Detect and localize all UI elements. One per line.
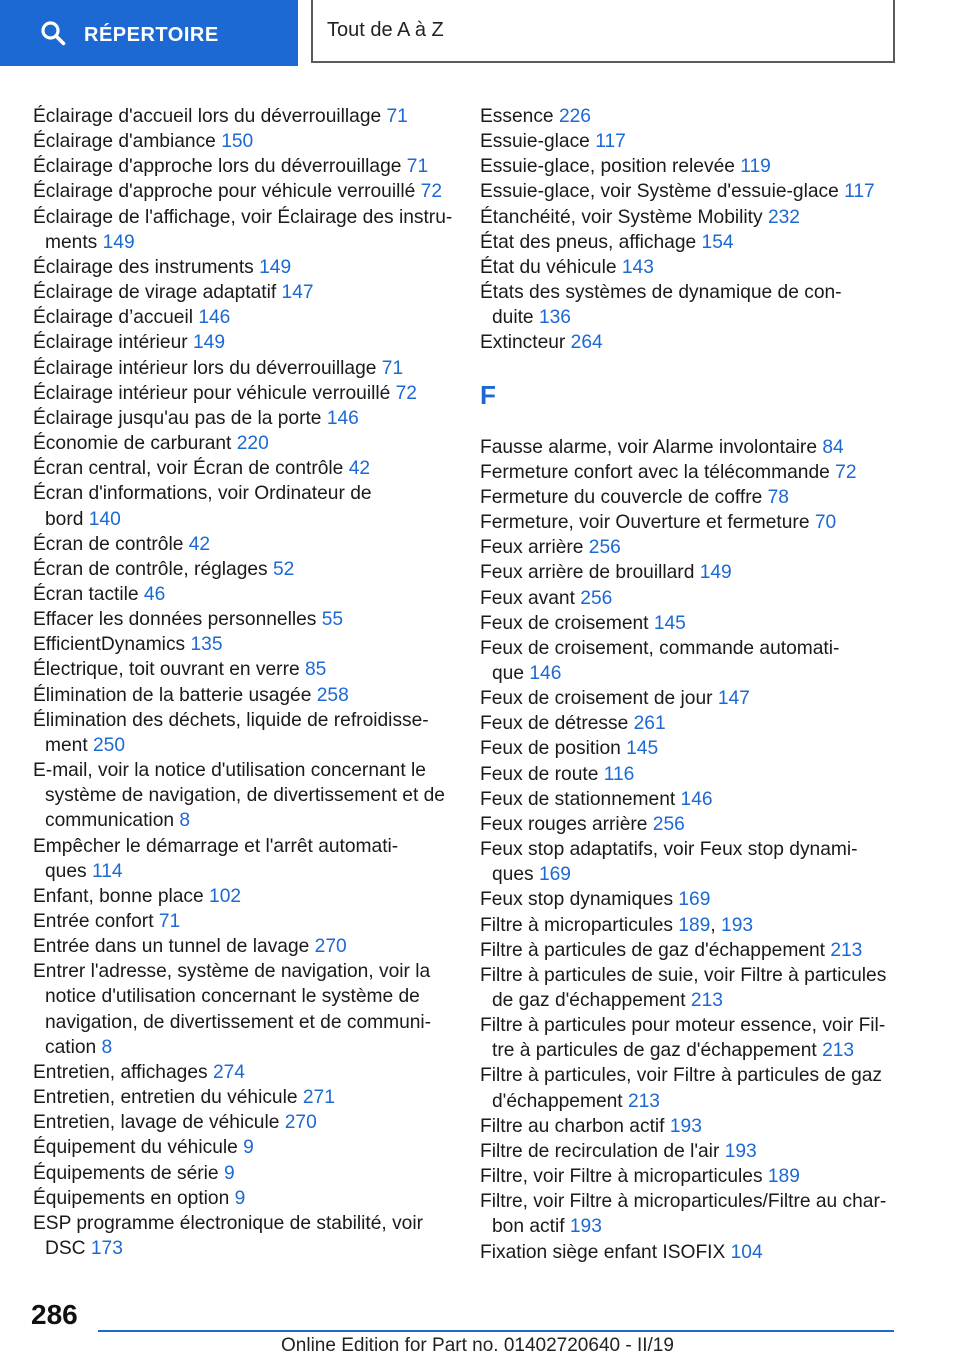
letter-heading: F <box>480 379 496 410</box>
index-entry <box>33 330 453 355</box>
index-entry-text: Enfant, bonne place <box>33 885 204 907</box>
index-entry <box>480 154 900 179</box>
index-entry-text: Éclairage d'accueil lors du déverrouillage <box>33 106 382 127</box>
index-entry <box>33 1110 453 1135</box>
index-entry-text: Feux stop adaptatifs, voir Feux stop dynami‐ <box>480 839 858 861</box>
index-entry <box>33 456 453 481</box>
index-entry <box>480 179 900 204</box>
page-reference-link[interactable]: 135 <box>190 634 223 656</box>
index-entry <box>33 607 453 632</box>
page-reference-link[interactable]: 189 <box>678 914 711 936</box>
index-entry <box>33 834 453 884</box>
page-number: 286 <box>31 1299 78 1330</box>
index-entry <box>480 611 900 636</box>
index-entry <box>480 887 900 912</box>
page-reference-link[interactable]: 193 <box>721 914 754 936</box>
page-reference-link[interactable]: 42 <box>188 533 211 555</box>
page-reference-link[interactable]: 213 <box>822 1040 855 1062</box>
index-entry <box>480 762 900 787</box>
index-entry <box>480 485 900 510</box>
index-entry <box>480 1189 900 1239</box>
index-entry-text-continuation: ques <box>492 864 534 886</box>
index-entry-text: Éclairage de l'affichage, voir Éclairage des instru‐ <box>33 206 453 228</box>
index-entry-text: Entrée dans un tunnel de lavage <box>33 936 310 958</box>
page-reference-link[interactable]: 9 <box>243 1137 254 1159</box>
index-entry-text: Entretien, lavage de véhicule <box>33 1112 280 1134</box>
index-entry <box>480 1164 900 1189</box>
page-reference-link[interactable]: 220 <box>236 433 269 455</box>
index-entry <box>33 104 453 129</box>
page-reference-link[interactable]: 145 <box>626 738 659 760</box>
index-entry <box>480 255 900 280</box>
index-entry-text: Essuie-glace <box>480 131 590 153</box>
index-entry-text: Feux de croisement, commande automati‐ <box>480 637 840 659</box>
index-entry-text: Écran de contrôle <box>33 533 184 555</box>
page-reference-link[interactable]: 213 <box>627 1090 660 1112</box>
index-entry-text: État des pneus, affichage <box>480 231 697 253</box>
index-entry-text: Fixation siège enfant ISOFIX <box>480 1241 726 1263</box>
index-entry <box>480 711 900 736</box>
page-reference-link[interactable]: 72 <box>420 181 442 203</box>
index-entry-text: Feux de croisement de jour <box>480 688 713 710</box>
index-entry-text-line: navigation, de divertissement et de communi‐ <box>45 1011 432 1033</box>
index-entry-text: Éclairage d'approche lors du déverrouillage <box>33 156 402 178</box>
index-entry-text: Entretien, affichages <box>33 1061 208 1083</box>
index-entry-text: ESP programme électronique de stabilité, voir <box>33 1212 423 1234</box>
index-entry-text: Filtre à particules de gaz d'échappement <box>480 939 825 961</box>
index-entry <box>33 356 453 381</box>
index-entry <box>33 154 453 179</box>
page-reference-link[interactable]: 146 <box>529 662 562 684</box>
index-entry-text: Filtre, voir Filtre à microparticules <box>480 1166 763 1188</box>
index-entry-text: Écran de contrôle, réglages <box>33 558 268 580</box>
index-entry-text: Feux de route <box>480 763 599 785</box>
index-entry <box>33 1186 453 1211</box>
page-reference-link[interactable]: 250 <box>93 734 126 756</box>
index-entry <box>33 909 453 934</box>
page-reference-link[interactable]: 85 <box>304 659 327 681</box>
index-entry <box>480 1063 900 1113</box>
index-entry-text: Extincteur <box>480 332 566 354</box>
index-entry <box>480 1013 900 1063</box>
index-entry <box>480 636 900 686</box>
index-entry <box>33 959 453 1060</box>
index-entry-text: Filtre, voir Filtre à microparticules/Filtre au char‐ <box>480 1191 887 1213</box>
index-entry-text: Filtre à particules, voir Filtre à particules de gaz <box>480 1065 883 1087</box>
index-entry <box>480 535 900 560</box>
index-entry-text: Entretien, entretien du véhicule <box>33 1087 298 1109</box>
page-reference-link[interactable]: 72 <box>835 461 857 483</box>
page-reference-link[interactable]: 274 <box>212 1061 245 1083</box>
index-entry <box>33 406 453 431</box>
page-reference-link[interactable]: 42 <box>348 458 371 480</box>
page-reference-link[interactable]: 270 <box>284 1112 317 1134</box>
page-reference-link[interactable]: 84 <box>822 436 844 458</box>
index-entry-text: Essuie-glace, position relevée <box>480 156 735 178</box>
index-entry <box>33 1060 453 1085</box>
index-entry-text: Entrer l'adresse, système de navigation, voir la <box>33 961 431 983</box>
index-entry <box>480 736 900 761</box>
index-entry-text: Filtre au charbon actif <box>480 1115 665 1137</box>
page-reference-link[interactable]: 78 <box>767 486 789 508</box>
index-entry <box>33 657 453 682</box>
page-reference-link[interactable]: 271 <box>302 1087 335 1109</box>
index-entry-text: Feux de stationnement <box>480 788 676 810</box>
index-entry <box>33 205 453 255</box>
index-entry <box>480 586 900 611</box>
page-reference-link[interactable]: 136 <box>538 307 571 329</box>
index-entry-text: Élimination de la batterie usagée <box>33 684 312 706</box>
page-reference-link[interactable]: 258 <box>316 684 349 706</box>
page-reference-link[interactable]: 145 <box>653 612 686 634</box>
index-entry <box>480 1240 900 1265</box>
index-entry <box>33 884 453 909</box>
index-entry-text: Feux arrière <box>480 537 584 559</box>
index-entry-text: Feux de croisement <box>480 612 649 634</box>
index-entry-text: Écran central, voir Écran de contrôle <box>33 458 344 480</box>
page-reference-link[interactable]: 46 <box>143 583 166 605</box>
index-entry <box>480 938 900 963</box>
index-entry <box>33 1161 453 1186</box>
page-reference-link[interactable]: 193 <box>569 1216 602 1238</box>
index-entry-text: Équipements de série <box>33 1162 219 1184</box>
index-entry-text: Éclairage de virage adaptatif <box>33 282 277 304</box>
index-entry <box>480 104 900 129</box>
page-reference-link[interactable]: 149 <box>699 562 732 584</box>
index-entry-text-continuation: bord <box>45 508 84 530</box>
index-entry <box>480 510 900 535</box>
page-reference-link[interactable]: 71 <box>381 357 404 379</box>
index-entry <box>480 686 900 711</box>
index-entry-text: E-mail, voir la notice d'utilisation concernant le <box>33 760 426 782</box>
index-entry <box>480 129 900 154</box>
index-entry-text: Filtre à particules pour moteur essence, voir Fil‐ <box>480 1015 886 1037</box>
index-entry-text: Éclairage d'ambiance <box>33 131 216 153</box>
index-entry-text: Feux stop dynamiques <box>480 889 674 911</box>
footer-edition-text: Online Edition for Part no. 01402720640 - II/19 <box>281 1335 674 1356</box>
page-reference-link[interactable]: 147 <box>717 688 750 710</box>
index-entry-text: Écran d'informations, voir Ordinateur de <box>33 483 372 505</box>
index-entry-text-continuation: cation <box>45 1036 97 1058</box>
index-entry-text-continuation: d'échappement <box>492 1090 623 1112</box>
page-reference-link[interactable]: 146 <box>326 407 359 429</box>
index-entry <box>33 708 453 758</box>
page-reference-link[interactable]: 140 <box>88 508 121 530</box>
page-reference-link[interactable]: 189 <box>767 1166 800 1188</box>
index-entry-text: Filtre à microparticules <box>480 914 673 936</box>
index-entry-text: États des systèmes de dynamique de con‐ <box>480 282 842 304</box>
page-reference-link[interactable]: 55 <box>321 609 344 631</box>
index-entry <box>33 305 453 330</box>
repertoire-tab-label: RÉPERTOIRE <box>84 23 219 46</box>
repertoire-tab[interactable] <box>0 0 298 66</box>
page-reference-link[interactable]: 149 <box>102 231 135 253</box>
index-entry <box>33 431 453 456</box>
index-entry <box>33 532 453 557</box>
search-icon <box>40 20 66 46</box>
page-reference-link[interactable]: 114 <box>91 860 123 882</box>
page-reference-link[interactable]: 169 <box>538 864 571 886</box>
index-entry <box>33 129 453 154</box>
page-reference-link[interactable]: 173 <box>90 1238 123 1260</box>
index-entry-text: Fermeture, voir Ouverture et fermeture <box>480 512 810 534</box>
page-reference-link[interactable]: 71 <box>406 156 429 178</box>
page-reference-link[interactable]: 270 <box>314 936 347 958</box>
page-reference-link[interactable]: 256 <box>588 537 621 559</box>
page-reference-link[interactable]: 256 <box>580 587 613 609</box>
index-entry <box>480 1114 900 1139</box>
index-entry <box>33 582 453 607</box>
page-reference-link[interactable]: 116 <box>603 763 635 785</box>
page-reference-link[interactable]: 71 <box>158 911 181 932</box>
index-entry <box>480 1139 900 1164</box>
page-reference-link[interactable]: 213 <box>830 939 863 961</box>
page-reference-link[interactable]: 150 <box>221 131 254 153</box>
top-bar <box>0 0 960 66</box>
index-entry <box>33 758 453 833</box>
page-reference-link[interactable]: 119 <box>740 156 771 178</box>
index-entry <box>480 280 900 330</box>
index-entry <box>480 330 900 355</box>
index-entry-text: Éclairage intérieur lors du déverrouillage <box>33 357 377 379</box>
index-entry <box>33 1211 453 1261</box>
page-reference-link[interactable]: 8 <box>101 1036 113 1058</box>
index-entry-text: Fausse alarme, voir Alarme involontaire <box>480 436 817 458</box>
page-reference-link[interactable]: 117 <box>844 181 875 203</box>
index-entry-text: Étanchéité, voir Système Mobility <box>480 206 763 228</box>
index-entry-text-continuation: tre à particules de gaz d'échappement <box>492 1040 817 1062</box>
index-column-right <box>480 104 900 1265</box>
section-title: Tout de A à Z <box>327 19 444 41</box>
page-reference-link[interactable]: 9 <box>223 1162 235 1184</box>
page-reference-link[interactable]: 154 <box>701 231 734 253</box>
page-reference-link[interactable]: 146 <box>198 307 231 329</box>
index-entry-text: Feux de position <box>480 738 621 760</box>
footer-rule <box>98 1330 894 1332</box>
index-entry-text: Entrée confort <box>33 911 154 932</box>
index-entry-text: Filtre à particules de suie, voir Filtre à particules <box>480 964 887 986</box>
page-reference-link[interactable]: 146 <box>680 788 713 810</box>
index-entry-text-line: système de navigation, de divertissement et de <box>45 785 445 807</box>
page-reference-link[interactable]: 256 <box>652 813 685 835</box>
index-entry-text-line: notice d'utilisation concernant le système de <box>45 986 420 1008</box>
index-entry-text: Élimination des déchets, liquide de refroidisse‐ <box>33 709 429 731</box>
index-column-left <box>33 104 453 1261</box>
index-entry-text: Éclairage intérieur <box>33 332 188 354</box>
index-entry <box>480 787 900 812</box>
page-reference-link[interactable]: 52 <box>273 558 295 580</box>
page-reference-link[interactable]: 169 <box>678 889 711 911</box>
index-entry-text: Fermeture du couvercle de coffre <box>480 486 763 508</box>
index-entry <box>33 1085 453 1110</box>
index-entry <box>33 179 453 204</box>
index-entry-text: Effacer les données personnelles <box>33 609 317 631</box>
page-reference-link[interactable]: 226 <box>558 106 591 127</box>
index-entry-text: Éclairage d'approche pour véhicule verrouillé <box>33 181 416 203</box>
index-entry-text: Équipement du véhicule <box>33 1137 238 1159</box>
index-entry <box>480 560 900 585</box>
page-reference-link[interactable]: 193 <box>724 1140 757 1162</box>
index-entry-text: Éclairage jusqu'au pas de la porte <box>33 407 322 429</box>
index-entry-text: Équipements en option <box>33 1187 230 1209</box>
index-entry-text: Feux rouges arrière <box>480 813 648 835</box>
page-reference-link[interactable]: 104 <box>730 1241 763 1263</box>
page-reference-link[interactable]: 232 <box>767 206 800 228</box>
page-reference-link[interactable]: 71 <box>386 106 408 127</box>
index-entry-text-continuation: ques <box>45 860 87 882</box>
index-entry-text-continuation: DSC <box>45 1238 86 1260</box>
index-entry <box>33 934 453 959</box>
index-entry-text: Éclairage intérieur pour véhicule verrouillé <box>33 382 391 404</box>
index-entry <box>480 837 900 887</box>
index-entry <box>33 280 453 305</box>
index-entry-text: Économie de carburant <box>33 433 232 455</box>
index-entry <box>480 205 900 230</box>
page-reference-link[interactable]: 117 <box>595 131 626 153</box>
index-entry-text-continuation: que <box>492 662 525 684</box>
page-reference-link[interactable]: 8 <box>179 810 191 832</box>
index-entry <box>480 812 900 837</box>
page-reference-link[interactable]: 261 <box>633 713 666 735</box>
index-entry-text: Feux avant <box>480 587 575 609</box>
page-reference-link[interactable]: 149 <box>259 256 292 278</box>
index-entry <box>33 683 453 708</box>
index-entry <box>480 435 900 460</box>
page-reference-link[interactable]: 102 <box>209 885 242 907</box>
index-entry-text: Essence <box>480 106 554 127</box>
index-entry-text: Fermeture confort avec la télécommande <box>480 461 830 483</box>
page-reference-link[interactable]: 70 <box>814 512 837 534</box>
index-entry-text: Feux de détresse <box>480 713 629 735</box>
index-entry-text: EfficientDynamics <box>33 634 186 656</box>
index-entry-text: Électrique, toit ouvrant en verre <box>33 659 300 681</box>
index-entry-text: Essuie-glace, voir Système d'essuie-glace <box>480 181 839 203</box>
index-entry <box>33 1135 453 1160</box>
index-entry-text-continuation: communication <box>45 810 175 832</box>
page-reference-link[interactable]: 9 <box>234 1187 246 1209</box>
index-entry-text: Feux arrière de brouillard <box>480 562 695 584</box>
index-entry-text: Filtre de recirculation de l'air <box>480 1140 720 1162</box>
index-entry-text-continuation: bon actif <box>492 1216 565 1238</box>
index-entry-text: Éclairage des instruments <box>33 256 254 278</box>
index-entry-text-continuation: ments <box>45 231 98 253</box>
page-reference-link[interactable]: 264 <box>570 332 603 354</box>
index-entry-text-continuation: ment <box>45 734 88 756</box>
index-entry-text-continuation: duite <box>492 307 534 329</box>
index-entry-text-continuation: de gaz d'échappement <box>492 990 686 1011</box>
index-entry <box>33 381 453 406</box>
page-reference-link[interactable]: 72 <box>395 382 417 404</box>
index-entry <box>480 460 900 485</box>
page-reference-link[interactable]: 143 <box>621 256 654 278</box>
index-entry <box>33 255 453 280</box>
page-reference-link[interactable]: 193 <box>669 1115 702 1137</box>
page-reference-link[interactable]: 213 <box>690 990 723 1011</box>
index-entry <box>33 557 453 582</box>
index-entry: Filtre à microparticules 189, 193 <box>480 914 754 936</box>
page-reference-link[interactable]: 149 <box>193 332 226 354</box>
index-entry-text: Empêcher le démarrage et l'arrêt automati‐ <box>33 835 399 857</box>
index-entry <box>33 481 453 531</box>
section-title-tab[interactable] <box>311 0 895 63</box>
index-entry-text: État du véhicule <box>480 256 617 278</box>
index-entry-text: Écran tactile <box>33 583 139 605</box>
index-entry-text: Éclairage d’accueil <box>33 307 193 329</box>
index-entry <box>33 632 453 657</box>
page-reference-link[interactable]: 147 <box>281 282 314 304</box>
index-entry <box>480 963 900 1013</box>
index-entry <box>480 230 900 255</box>
